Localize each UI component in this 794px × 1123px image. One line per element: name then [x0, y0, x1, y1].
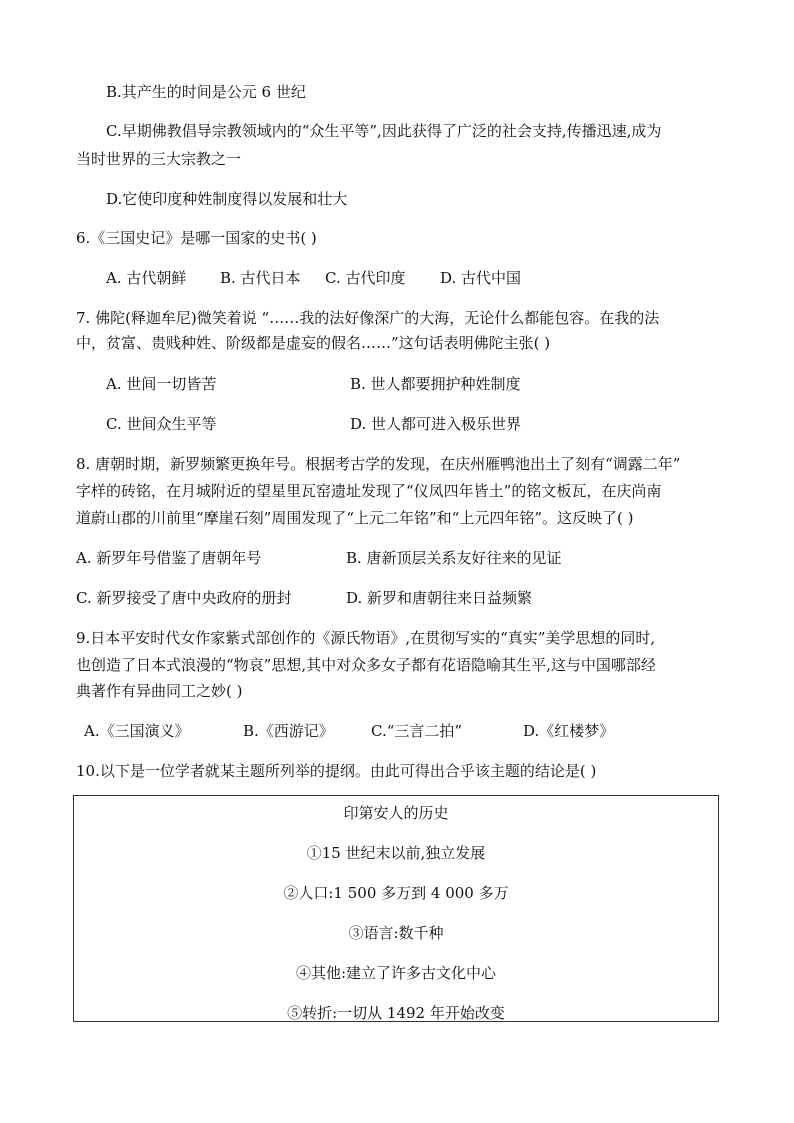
outline-item-1: ①15 世纪末以前,独立发展 — [306, 844, 486, 862]
q8-option-d: D. 新罗和唐朝往来日益频繁 — [346, 589, 533, 607]
outline-item-3: ③语言:数千种 — [348, 924, 444, 942]
q5-option-b: B.其产生的时间是公元 6 世纪 — [106, 83, 306, 101]
q6-stem: 6.《三国史记》是哪一国家的史书( ) — [76, 229, 317, 247]
q9-option-a: A.《三国演义》 — [84, 722, 190, 740]
q5-option-c-line1: C.早期佛教倡导宗教领域内的“众生平等”,因此获得了广泛的社会支持,传播迅速,成为 — [106, 122, 662, 140]
q8-stem-line3: 道蔚山郡的川前里“摩崖石刻”周围发现了“上元二年铭”和“上元四年铭”。这反映了( ) — [76, 509, 634, 527]
q8-option-c: C. 新罗接受了唐中央政府的册封 — [76, 589, 292, 607]
outline-title: 印第安人的历史 — [343, 804, 449, 822]
q9-option-b: B.《西游记》 — [243, 722, 334, 740]
q9-stem-line2: 也创造了日本式浪漫的“物哀”思想,其中对众多女子都有花语隐喻其生平,这与中国哪部经 — [76, 656, 656, 674]
q7-stem-line2: 中，贫富、贵贱种姓、阶级都是虚妄的假名……”这句话表明佛陀主张( ) — [76, 334, 551, 352]
q9-option-d: D.《红楼梦》 — [523, 722, 615, 740]
q6-option-a: A. 古代朝鲜 — [106, 269, 187, 287]
q9-option-c: C.“三言二拍” — [371, 722, 463, 740]
q9-stem-line1: 9.日本平安时代女作家紫式部创作的《源氏物语》,在贯彻写实的“真实”美学思想的同时, — [76, 629, 656, 647]
outline-item-2: ②人口:1 500 多万到 4 000 多万 — [283, 884, 509, 902]
q10-outline-box — [73, 795, 719, 1022]
q6-option-b: B. 古代日本 — [220, 269, 301, 287]
q5-option-d: D.它使印度种姓制度得以发展和壮大 — [106, 190, 348, 208]
q8-option-b: B. 唐新顶层关系友好往来的见证 — [346, 549, 562, 567]
q7-option-b: B. 世人都要拥护种姓制度 — [350, 375, 521, 393]
q6-option-c: C. 古代印度 — [325, 269, 406, 287]
q7-option-a: A. 世间一切皆苦 — [106, 375, 217, 393]
q9-stem-line3: 典著作有异曲同工之妙( ) — [76, 682, 243, 700]
outline-item-4: ④其他:建立了许多古文化中心 — [295, 964, 497, 982]
q8-stem-line1: 8. 唐朝时期，新罗频繁更换年号。根据考古学的发现，在庆州雁鸭池出土了刻有“调露二年” — [76, 455, 681, 473]
q6-option-d: D. 古代中国 — [440, 269, 522, 287]
q5-option-c-line2: 当时世界的三大宗教之一 — [76, 150, 242, 168]
q8-stem-line2: 字样的砖铭，在月城附近的望星里瓦窑遗址发现了“仪凤四年皆土”的铭文板瓦，在庆尚南 — [76, 482, 662, 500]
outline-item-5: ⑤转折:一切从 1492 年开始改变 — [287, 1004, 505, 1022]
q10-stem: 10.以下是一位学者就某主题所列举的提纲。由此可得出合乎该主题的结论是( ) — [76, 762, 597, 780]
q7-stem-line1: 7. 佛陀(释迦牟尼)微笑着说 “……我的法好像深广的大海，无论什么都能包容。在我的法 — [76, 309, 660, 327]
q8-option-a: A. 新罗年号借鉴了唐朝年号 — [76, 549, 262, 567]
q7-option-d: D. 世人都可进入极乐世界 — [350, 415, 522, 433]
q7-option-c: C. 世间众生平等 — [106, 415, 217, 433]
